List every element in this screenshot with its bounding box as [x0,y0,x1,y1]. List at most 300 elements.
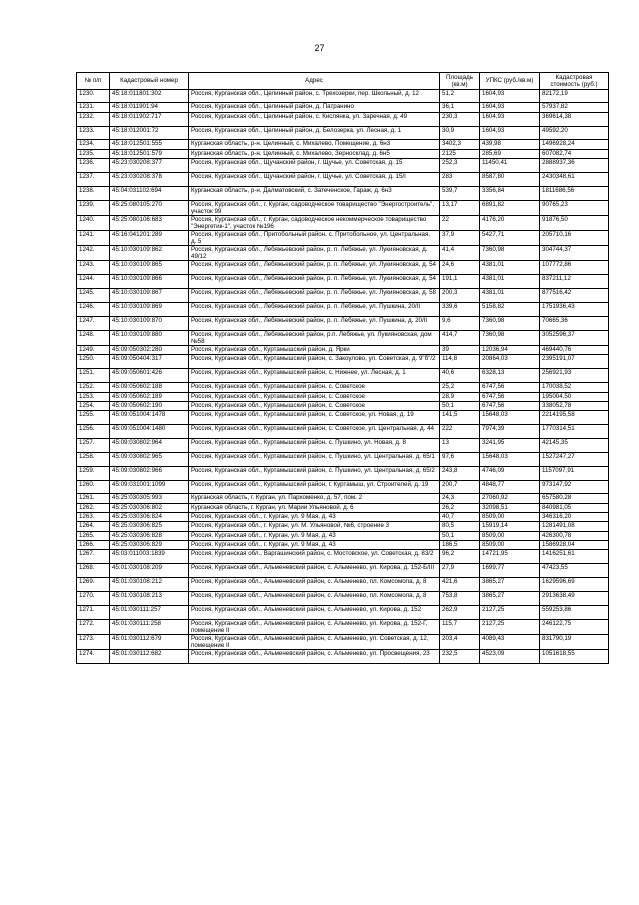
cell-upks: 12036,94 [480,346,540,355]
cell-cadastral-value: 2430348,61 [540,172,609,186]
cell-area: 28,9 [440,392,480,401]
cell-number: 1266. [77,540,110,549]
cell-area: 97,6 [440,452,480,466]
cell-cadastral-value: 107772,86 [540,261,609,275]
table-header-row [77,73,609,90]
cell-area: 22 [440,215,480,230]
cell-number: 1234. [77,140,110,149]
header-area: Площадь (кв.м) [440,73,480,90]
cell-area: 26,2 [440,503,480,512]
cell-cadastral-value: 70665,36 [540,317,609,331]
table-row [77,346,609,355]
cell-upks: 15648,03 [480,452,540,466]
table-row [77,513,609,522]
table-row [77,231,609,246]
cell-cadastral-number: 45:09:050601:426 [110,369,189,383]
cell-cadastral-number: 45:09:050602:188 [110,383,189,392]
cell-cadastral-value: 973147,92 [540,480,609,494]
cell-address: Россия, Курганская обл., Альменевский район, с. Альменево, ул. Кирова, д. 152 [189,605,440,619]
header-cadastral-number: Кадастровый номер [110,73,189,90]
cell-cadastral-number: 45:09:050302:280 [110,346,189,355]
table-row [77,383,609,392]
cell-cadastral-value: 82172,19 [540,89,609,103]
cell-upks: 6747,56 [480,392,540,401]
cell-area: 39 [440,346,480,355]
cell-cadastral-number: 45:10:030109:866 [110,275,189,289]
cell-cadastral-number: 45:04:031102:694 [110,186,189,200]
cell-area: 252,3 [440,159,480,173]
cell-area: 753,8 [440,591,480,605]
cadastral-value-table [76,72,609,664]
table-row [77,112,609,126]
table-row [77,140,609,149]
table-row [77,186,609,200]
table-row [77,564,609,578]
cell-upks: 1699,77 [480,564,540,578]
cell-cadastral-number: 45:18:011801:302 [110,89,189,103]
cell-cadastral-number: 45:01:030111:257 [110,605,189,619]
table-row [77,522,609,531]
table-row [77,466,609,480]
cell-address: Россия, Курганская обл., Куртамышский район, с. Пушкино, ул. Центральная, д. 65/2 [189,466,440,480]
cell-address: Россия, Курганская обл., Альменевский район, с. Альменево, ул. Просвещения, 23 [189,650,440,664]
cell-cadastral-number: 45:10:030109:865 [110,261,189,275]
cell-area: 25,2 [440,383,480,392]
cell-address: Россия, Курганская обл., Целинный район, с. Трехозерки, пер. Школьный, д. 12 [189,89,440,103]
cell-number: 1274. [77,650,110,664]
cell-area: 232,5 [440,650,480,664]
cell-area: 243,8 [440,466,480,480]
cell-cadastral-number: 45:09:031001:1099 [110,480,189,494]
cell-number: 1247. [77,317,110,331]
cell-cadastral-value: 256921,93 [540,369,609,383]
table-row [77,531,609,540]
cell-area: 200,7 [440,480,480,494]
cell-cadastral-number: 45:10:030109:869 [110,303,189,317]
cell-area: 3402,3 [440,140,480,149]
cell-address: Россия, Курганская обл., Щучанский район, г. Щучье, ул. Советская, д. 15/I [189,172,440,186]
cell-cadastral-value: 91876,50 [540,215,609,230]
cell-upks: 1604,93 [480,112,540,126]
cell-cadastral-number: 45:09:051004:1480 [110,424,189,438]
cell-cadastral-value: 1770314,51 [540,424,609,438]
cell-number: 1254. [77,401,110,410]
cell-address: Россия, Курганская обл., Куртамышский район, с. Советское [189,383,440,392]
cell-upks: 285,69 [480,149,540,158]
cell-area: 191,1 [440,275,480,289]
cell-area: 230,3 [440,112,480,126]
cell-cadastral-value: 304744,37 [540,246,609,261]
cell-address: Россия, Курганская обл., г. Курган, садоводческое товарищество "Энергостроитель", участок 99 [189,200,440,215]
header-address: Адрес [189,73,440,90]
cell-number: 1249. [77,346,110,355]
cell-cadastral-value: 57937,82 [540,103,609,112]
cell-address: Россия, Курганская обл., г. Курган, садоводческое некоммерческое товарищество "Энергетик-1", участок №196 [189,215,440,230]
cell-number: 1239. [77,200,110,215]
cell-number: 1257. [77,438,110,452]
cell-upks: 8587,80 [480,172,540,186]
cell-cadastral-value: 2214195,58 [540,411,609,425]
cell-upks: 32098,51 [480,503,540,512]
cell-upks: 5158,82 [480,303,540,317]
cell-address: Россия, Курганская обл., Лебяжьевский район, р. п. Лебяжье, ул. Лукияновская, д. 54 [189,275,440,289]
cell-upks: 8509,00 [480,531,540,540]
cell-cadastral-value: 2913638,49 [540,591,609,605]
cell-upks: 3356,84 [480,186,540,200]
cell-area: 141,5 [440,411,480,425]
table-row [77,605,609,619]
cell-address: Россия, Курганская обл., Куртамышский район, с. Советское [189,392,440,401]
cell-number: 1271. [77,605,110,619]
cell-upks: 4089,43 [480,634,540,649]
cell-cadastral-value: 3052596,37 [540,330,609,345]
cell-number: 1243. [77,261,110,275]
table-row [77,540,609,549]
cell-upks: 2127,25 [480,619,540,634]
cell-upks: 4523,09 [480,650,540,664]
cell-upks: 6328,13 [480,369,540,383]
cell-area: 51,2 [440,89,480,103]
cell-area: 115,7 [440,619,480,634]
cell-cadastral-number: 45:25:030306:802 [110,503,189,512]
cell-cadastral-number: 45:23:030208:377 [110,159,189,173]
cell-number: 1263. [77,513,110,522]
cell-cadastral-value: 47423,55 [540,564,609,578]
cell-number: 1246. [77,303,110,317]
cell-upks: 2127,25 [480,605,540,619]
cell-number: 1265. [77,531,110,540]
cell-cadastral-value: 369614,38 [540,112,609,126]
cell-area: 203,4 [440,634,480,649]
cell-area: 50,1 [440,401,480,410]
cell-address: Курганская область, г. Курган, ул. Пархоменко, д. 57, пом. 2 [189,494,440,503]
cell-number: 1240. [77,215,110,230]
table-row [77,159,609,173]
cell-area: 50,1 [440,531,480,540]
cell-area: 13 [440,438,480,452]
cell-upks: 11450,41 [480,159,540,173]
cell-number: 1233. [77,126,110,140]
cell-upks: 7974,39 [480,424,540,438]
cell-cadastral-number: 45:18:012501:555 [110,140,189,149]
cell-cadastral-value: 1629596,69 [540,578,609,592]
cell-address: Россия, Курганская обл., Куртамышский район, с. Советское, ул. Новая, д. 19 [189,411,440,425]
table-row [77,89,609,103]
cell-address: Россия, Курганская обл., Альменевский район, с. Альменево, ул. Кирова, д. 152-Б/III [189,564,440,578]
cell-address: Россия, Курганская обл., Куртамышский район, д. Ярки [189,346,440,355]
cell-number: 1238. [77,186,110,200]
cell-upks: 1604,93 [480,126,540,140]
cell-number: 1244. [77,275,110,289]
cell-upks: 1604,93 [480,103,540,112]
cell-upks: 3865,27 [480,591,540,605]
cell-cadastral-number: 45:18:012501:579 [110,149,189,158]
cell-area: 414,7 [440,330,480,345]
cell-cadastral-number: 45:25:030306:825 [110,522,189,531]
table-row [77,200,609,215]
cell-cadastral-value: 1416251,61 [540,550,609,564]
cell-cadastral-number: 45:16:041201:289 [110,231,189,246]
cell-cadastral-value: 346316,20 [540,513,609,522]
cell-cadastral-number: 45:01:030108:213 [110,591,189,605]
cell-address: Россия, Курганская обл., г. Курган, ул. М. Ульяновой, №6, строение 3 [189,522,440,531]
cell-cadastral-number: 45:25:030306:829 [110,540,189,549]
cell-area: 40,6 [440,369,480,383]
cell-number: 1260. [77,480,110,494]
cell-cadastral-value: 1527247,27 [540,452,609,466]
cell-upks: 4381,01 [480,275,540,289]
cell-cadastral-value: 469440,76 [540,346,609,355]
table-row [77,126,609,140]
table-row [77,494,609,503]
cell-number: 1248. [77,330,110,345]
cell-cadastral-number: 45:09:050602:190 [110,401,189,410]
cell-cadastral-number: 45:09:050602:189 [110,392,189,401]
table-row [77,246,609,261]
cell-cadastral-number: 45:09:030802:964 [110,438,189,452]
table-row [77,480,609,494]
cell-cadastral-number: 45:25:030306:828 [110,531,189,540]
cell-number: 1255. [77,411,110,425]
table-row [77,401,609,410]
cell-cadastral-number: 45:10:030109:862 [110,246,189,261]
cell-number: 1261. [77,494,110,503]
cell-address: Россия, Курганская обл., Альменевский район, с. Альменево, пл. Комсомола, д. 8 [189,578,440,592]
cell-cadastral-value: 657580,28 [540,494,609,503]
cell-cadastral-value: 246122,75 [540,619,609,634]
table-row [77,275,609,289]
cell-address: Россия, Курганская обл., г. Курган, ул. 9 Мая, д. 43 [189,513,440,522]
cell-area: 114,8 [440,355,480,369]
table-row [77,578,609,592]
cell-upks: 27060,92 [480,494,540,503]
cell-address: Россия, Курганская обл., Лебяжьевский район, р. п. Лебяжье, ул. Пушкина, д. 20/II [189,317,440,331]
cell-number: 1273. [77,634,110,649]
cell-address: Курганская область, р-н. Целинный, с. Михалево, Помещение, д. 6н3 [189,140,440,149]
cell-upks: 4176,20 [480,215,540,230]
cell-area: 339,6 [440,303,480,317]
cell-address: Россия, Курганская обл., Целинный район, д. Патранино [189,103,440,112]
cell-cadastral-number: 45:01:030108:209 [110,564,189,578]
table-row [77,103,609,112]
cell-cadastral-value: 2395191,07 [540,355,609,369]
cell-cadastral-value: 90765,23 [540,200,609,215]
cell-cadastral-number: 45:18:012001:72 [110,126,189,140]
cell-address: Россия, Курганская обл., Куртамышский район, г. Куртамыш, ул. Строителей, д. 19 [189,480,440,494]
cell-upks: 3865,27 [480,578,540,592]
table-row [77,261,609,275]
cell-upks: 4848,77 [480,480,540,494]
table-row [77,369,609,383]
cell-cadastral-value: 831790,19 [540,634,609,649]
cell-cadastral-value: 840981,05 [540,503,609,512]
cell-address: Россия, Курганская обл., г. Курган, ул. 9 Мая, д. 43 [189,531,440,540]
cell-area: 27,9 [440,564,480,578]
cell-area: 40,7 [440,513,480,522]
table-row [77,550,609,564]
cell-cadastral-value: 1586928,04 [540,540,609,549]
cell-address: Курганская область, р-н. Целинный, с. Михалево, Зерносклад, д. 6н5 [189,149,440,158]
table-row [77,438,609,452]
cell-number: 1250. [77,355,110,369]
cell-number: 1259. [77,466,110,480]
cell-cadastral-value: 338052,78 [540,401,609,410]
cell-number: 1231. [77,103,110,112]
cell-address: Россия, Курганская обл., Целинный район, с. Кислянка, ул. Заречная, д. 49 [189,112,440,126]
cell-number: 1237. [77,172,110,186]
cell-number: 1270. [77,591,110,605]
header-number: № п/п [77,73,110,90]
cell-area: 24,6 [440,261,480,275]
table-row [77,172,609,186]
table-row [77,330,609,345]
cell-number: 1262. [77,503,110,512]
cell-address: Россия, Курганская обл., Лебяжьевский район, р. п. Лебяжье, ул. Лукияновская, д. 58 [189,289,440,303]
cell-cadastral-value: 559253,86 [540,605,609,619]
cell-upks: 4746,09 [480,466,540,480]
cell-cadastral-value: 49592,20 [540,126,609,140]
cell-address: Россия, Курганская обл., Альменевский район, с. Альменево, пл. Комсомола, д. 8 [189,591,440,605]
cell-area: 186,5 [440,540,480,549]
cell-area: 80,5 [440,522,480,531]
cell-upks: 14721,95 [480,550,540,564]
cell-cadastral-value: 1751936,43 [540,303,609,317]
cell-number: 1268. [77,564,110,578]
cell-number: 1258. [77,452,110,466]
cell-cadastral-value: 1051618,55 [540,650,609,664]
cell-cadastral-number: 45:01:030111:258 [110,619,189,634]
cell-cadastral-value: 195004,50 [540,392,609,401]
cell-cadastral-number: 45:09:051004:1478 [110,411,189,425]
cell-address: Россия, Курганская обл., Куртамышский район, с. Пушкино, ул. Новая, д. 8 [189,438,440,452]
cell-upks: 439,98 [480,140,540,149]
cell-address: Россия, Курганская обл., Лебяжьевский район, р. п. Лебяжье, ул. Пушкина, 20/II [189,303,440,317]
table-row [77,303,609,317]
cell-cadastral-number: 45:09:030802:965 [110,452,189,466]
table-row [77,289,609,303]
cell-upks: 6891,82 [480,200,540,215]
cell-address: Россия, Курганская обл., Куртамышский район, с. Пушкино, ул. Центральная, д. 65/1 [189,452,440,466]
cell-area: 200,3 [440,289,480,303]
cell-number: 1230. [77,89,110,103]
table-row [77,355,609,369]
cell-cadastral-value: 1157097,91 [540,466,609,480]
cell-number: 1272. [77,619,110,634]
cell-cadastral-value: 426300,78 [540,531,609,540]
cell-address: Россия, Курганская обл., Альменевский район, с. Альменево, ул. Советская, д. 12, помещение II [189,634,440,649]
cell-area: 41,4 [440,246,480,261]
cell-cadastral-value: 1811686,56 [540,186,609,200]
cell-upks: 6747,56 [480,383,540,392]
cell-address: Россия, Курганская обл., Куртамышский район, с. Советское [189,401,440,410]
cell-area: 283 [440,172,480,186]
cell-cadastral-number: 45:01:030108:212 [110,578,189,592]
cell-number: 1236. [77,159,110,173]
cell-cadastral-value: 170038,52 [540,383,609,392]
table-row [77,619,609,634]
cell-upks: 4381,01 [480,289,540,303]
cell-number: 1267. [77,550,110,564]
cell-area: 37,9 [440,231,480,246]
cell-upks: 20864,03 [480,355,540,369]
cell-cadastral-number: 45:03:011003:1839 [110,550,189,564]
cell-upks: 7360,98 [480,317,540,331]
table-row [77,149,609,158]
cell-address: Курганская область, г. Курган, ул. Марии Ульяновой, д. 6 [189,503,440,512]
cell-address: Россия, Курганская обл., Щучанский район, г. Щучье, ул. Советская, д. 15 [189,159,440,173]
cell-upks: 1604,93 [480,89,540,103]
cell-cadastral-value: 1496928,24 [540,140,609,149]
cell-address: Россия, Курганская обл., Варгашинский район, с. Мостовское, ул. Советская, д. 83/2 [189,550,440,564]
cell-cadastral-number: 45:09:030802:966 [110,466,189,480]
cell-address: Россия, Курганская обл., Целинный район, д. Белозерка, ул. Лесная, д. 1 [189,126,440,140]
cell-address: Россия, Курганская обл., Альменевский район, с. Альменево, ул. Кирова, д. 152-Г, помещение II [189,619,440,634]
cell-cadastral-value: 42145,35 [540,438,609,452]
header-upks: УПКС (руб./кв.м) [480,73,540,90]
cell-cadastral-number: 45:18:011902:717 [110,112,189,126]
cell-upks: 15648,03 [480,411,540,425]
table-row [77,317,609,331]
cell-upks: 6747,56 [480,401,540,410]
cell-cadastral-number: 45:25:030305:993 [110,494,189,503]
cell-cadastral-number: 45:25:030306:824 [110,513,189,522]
cell-number: 1235. [77,149,110,158]
cell-number: 1264. [77,522,110,531]
cell-address: Россия, Курганская обл., г. Курган, ул. 9 Мая, д. 43 [189,540,440,549]
table-row [77,452,609,466]
cell-cadastral-value: 1281491,08 [540,522,609,531]
header-cadastral-value: Кадастровая стоимость (руб.) [540,73,609,90]
cell-cadastral-number: 45:10:030109:880 [110,330,189,345]
cell-address: Курганская область, р-н. Далматовский, с. Затеченское, Гараж, д. 6н3 [189,186,440,200]
cell-area: 9,6 [440,317,480,331]
cell-cadastral-number: 45:09:050404:317 [110,355,189,369]
cell-cadastral-value: 837211,12 [540,275,609,289]
cell-cadastral-number: 45:25:080105:270 [110,200,189,215]
cell-address: Россия, Курганская обл., Куртамышский район, с. Советское, ул. Центральная, д. 44 [189,424,440,438]
cell-area: 36,1 [440,103,480,112]
table-row [77,411,609,425]
cell-cadastral-number: 45:10:030109:870 [110,317,189,331]
cell-cadastral-value: 205710,16 [540,231,609,246]
cell-cadastral-value: 2888937,36 [540,159,609,173]
cell-cadastral-number: 45:25:080106:683 [110,215,189,230]
cell-cadastral-number: 45:23:030208:378 [110,172,189,186]
cell-cadastral-number: 45:01:030112:679 [110,634,189,649]
cell-upks: 4381,01 [480,261,540,275]
cell-cadastral-number: 45:10:030109:867 [110,289,189,303]
cell-upks: 7360,98 [480,246,540,261]
cell-cadastral-value: 877516,42 [540,289,609,303]
cell-number: 1251. [77,369,110,383]
cell-upks: 15919,14 [480,522,540,531]
cell-number: 1256. [77,424,110,438]
cell-area: 2125 [440,149,480,158]
cell-area: 30,9 [440,126,480,140]
cell-area: 13,17 [440,200,480,215]
cell-upks: 7360,98 [480,330,540,345]
cell-area: 222 [440,424,480,438]
cell-upks: 8509,00 [480,513,540,522]
cell-area: 539,7 [440,186,480,200]
cell-address: Россия, Курганская обл., Куртамышский район, с. Нижнее, ул. Лесная, д. 1 [189,369,440,383]
table-row [77,650,609,664]
cell-upks: 8509,00 [480,540,540,549]
cell-number: 1241. [77,231,110,246]
cell-address: Россия, Курганская обл., Лебяжьевский район, р. п. Лебяжье, ул. Лукияновская, д. 54 [189,261,440,275]
table-row [77,215,609,230]
cell-number: 1245. [77,289,110,303]
